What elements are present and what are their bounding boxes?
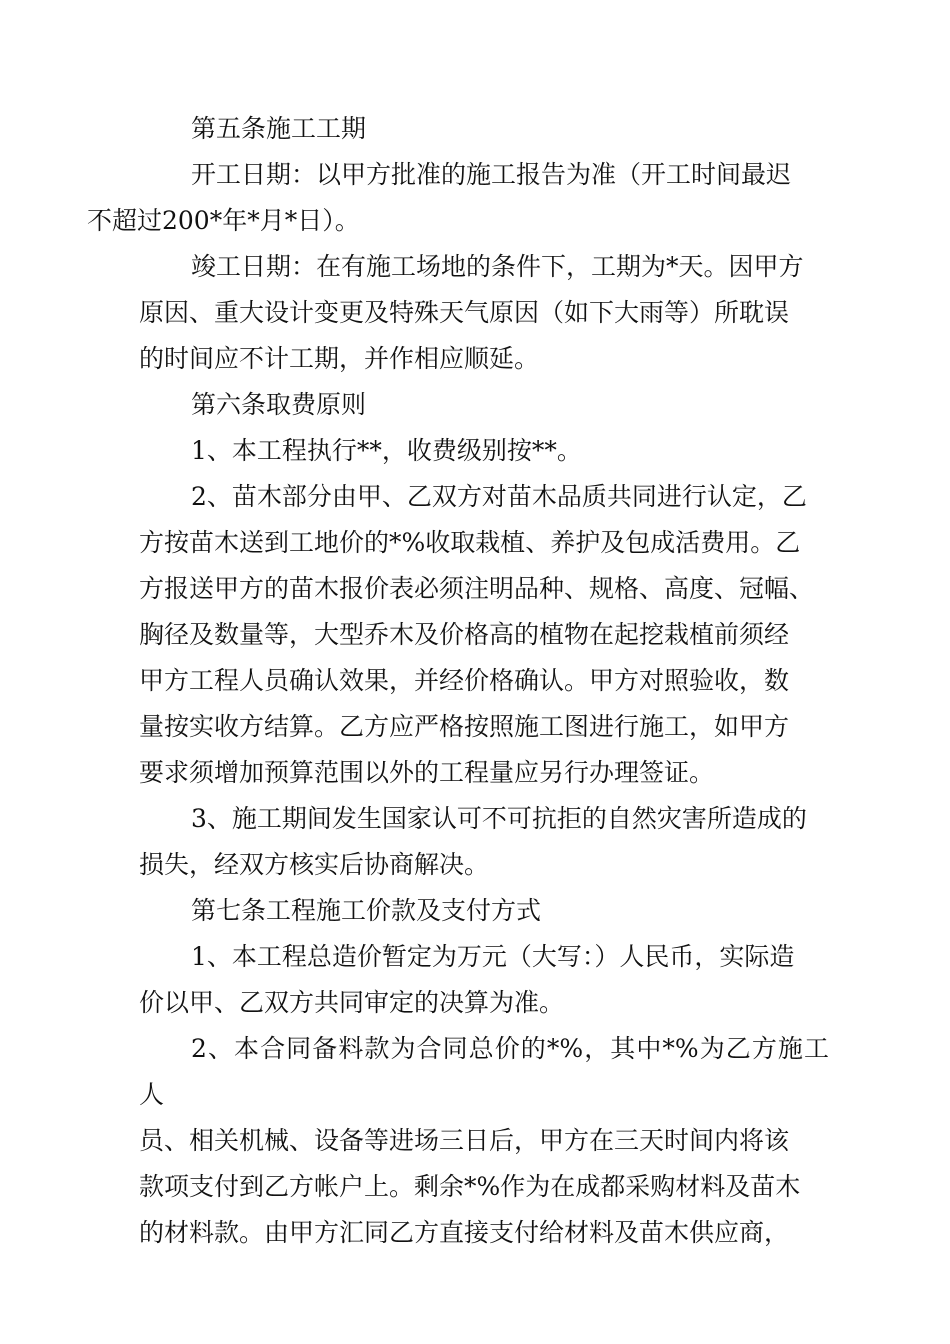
section-heading-7: 第七条工程施工价款及支付方式 bbox=[191, 896, 542, 925]
paragraph-payment-2: 2、本合同备料款为合同总价的*%，其中*%为乙方施工人 员、相关机械、设备等进场三日后，甲方在三天时间内将该 款项支付到乙方帐户上。剩余*%作为在成都采购材料及苗木 的材料款。由甲方汇同乙方直接支付给材料及苗木供应商， bbox=[139, 1034, 829, 1247]
paragraph-fee-3: 3、施工期间发生国家认可不可抗拒的自然灾害所造成的 损失，经双方核实后协商解决。 bbox=[139, 804, 807, 879]
paragraph-payment-1: 1、本工程总造价暂定为万元（大写：）人民币，实际造 价以甲、乙双方共同审定的决算为准。 bbox=[139, 942, 795, 1017]
document-body bbox=[87, 106, 829, 1256]
section-heading-6: 第六条取费原则 bbox=[191, 390, 367, 419]
paragraph-start-date: 开工日期：以甲方批准的施工报告为准（开工时间最迟 不超过200*年*月*日）。 bbox=[87, 160, 792, 235]
paragraph-completion-date: 竣工日期：在有施工场地的条件下，工期为*天。因甲方 原因、重大设计变更及特殊天气原因（如下大雨等）所耽误 的时间应不计工期，并作相应顺延。 bbox=[139, 252, 804, 373]
paragraph-fee-1: 1、本工程执行**，收费级别按**。 bbox=[191, 436, 582, 465]
section-heading-5: 第五条施工工期 bbox=[191, 114, 367, 143]
paragraph-fee-2: 2、苗木部分由甲、乙双方对苗木品质共同进行认定，乙 方按苗木送到工地价的*%收取栽植、养护及包成活费用。乙 方报送甲方的苗木报价表必须注明品种、规格、高度、冠幅、 胸径及数量等，大型乔木及价格高的植物在起挖栽植前须经 甲方工程人员确认效果，并经价格确认。甲方对照验收，数 量按实收方结算。乙方应严格按照施工图进行施工，如甲方 要求须增加预算范围以外的工程量应另行办理签证。 bbox=[139, 482, 815, 787]
